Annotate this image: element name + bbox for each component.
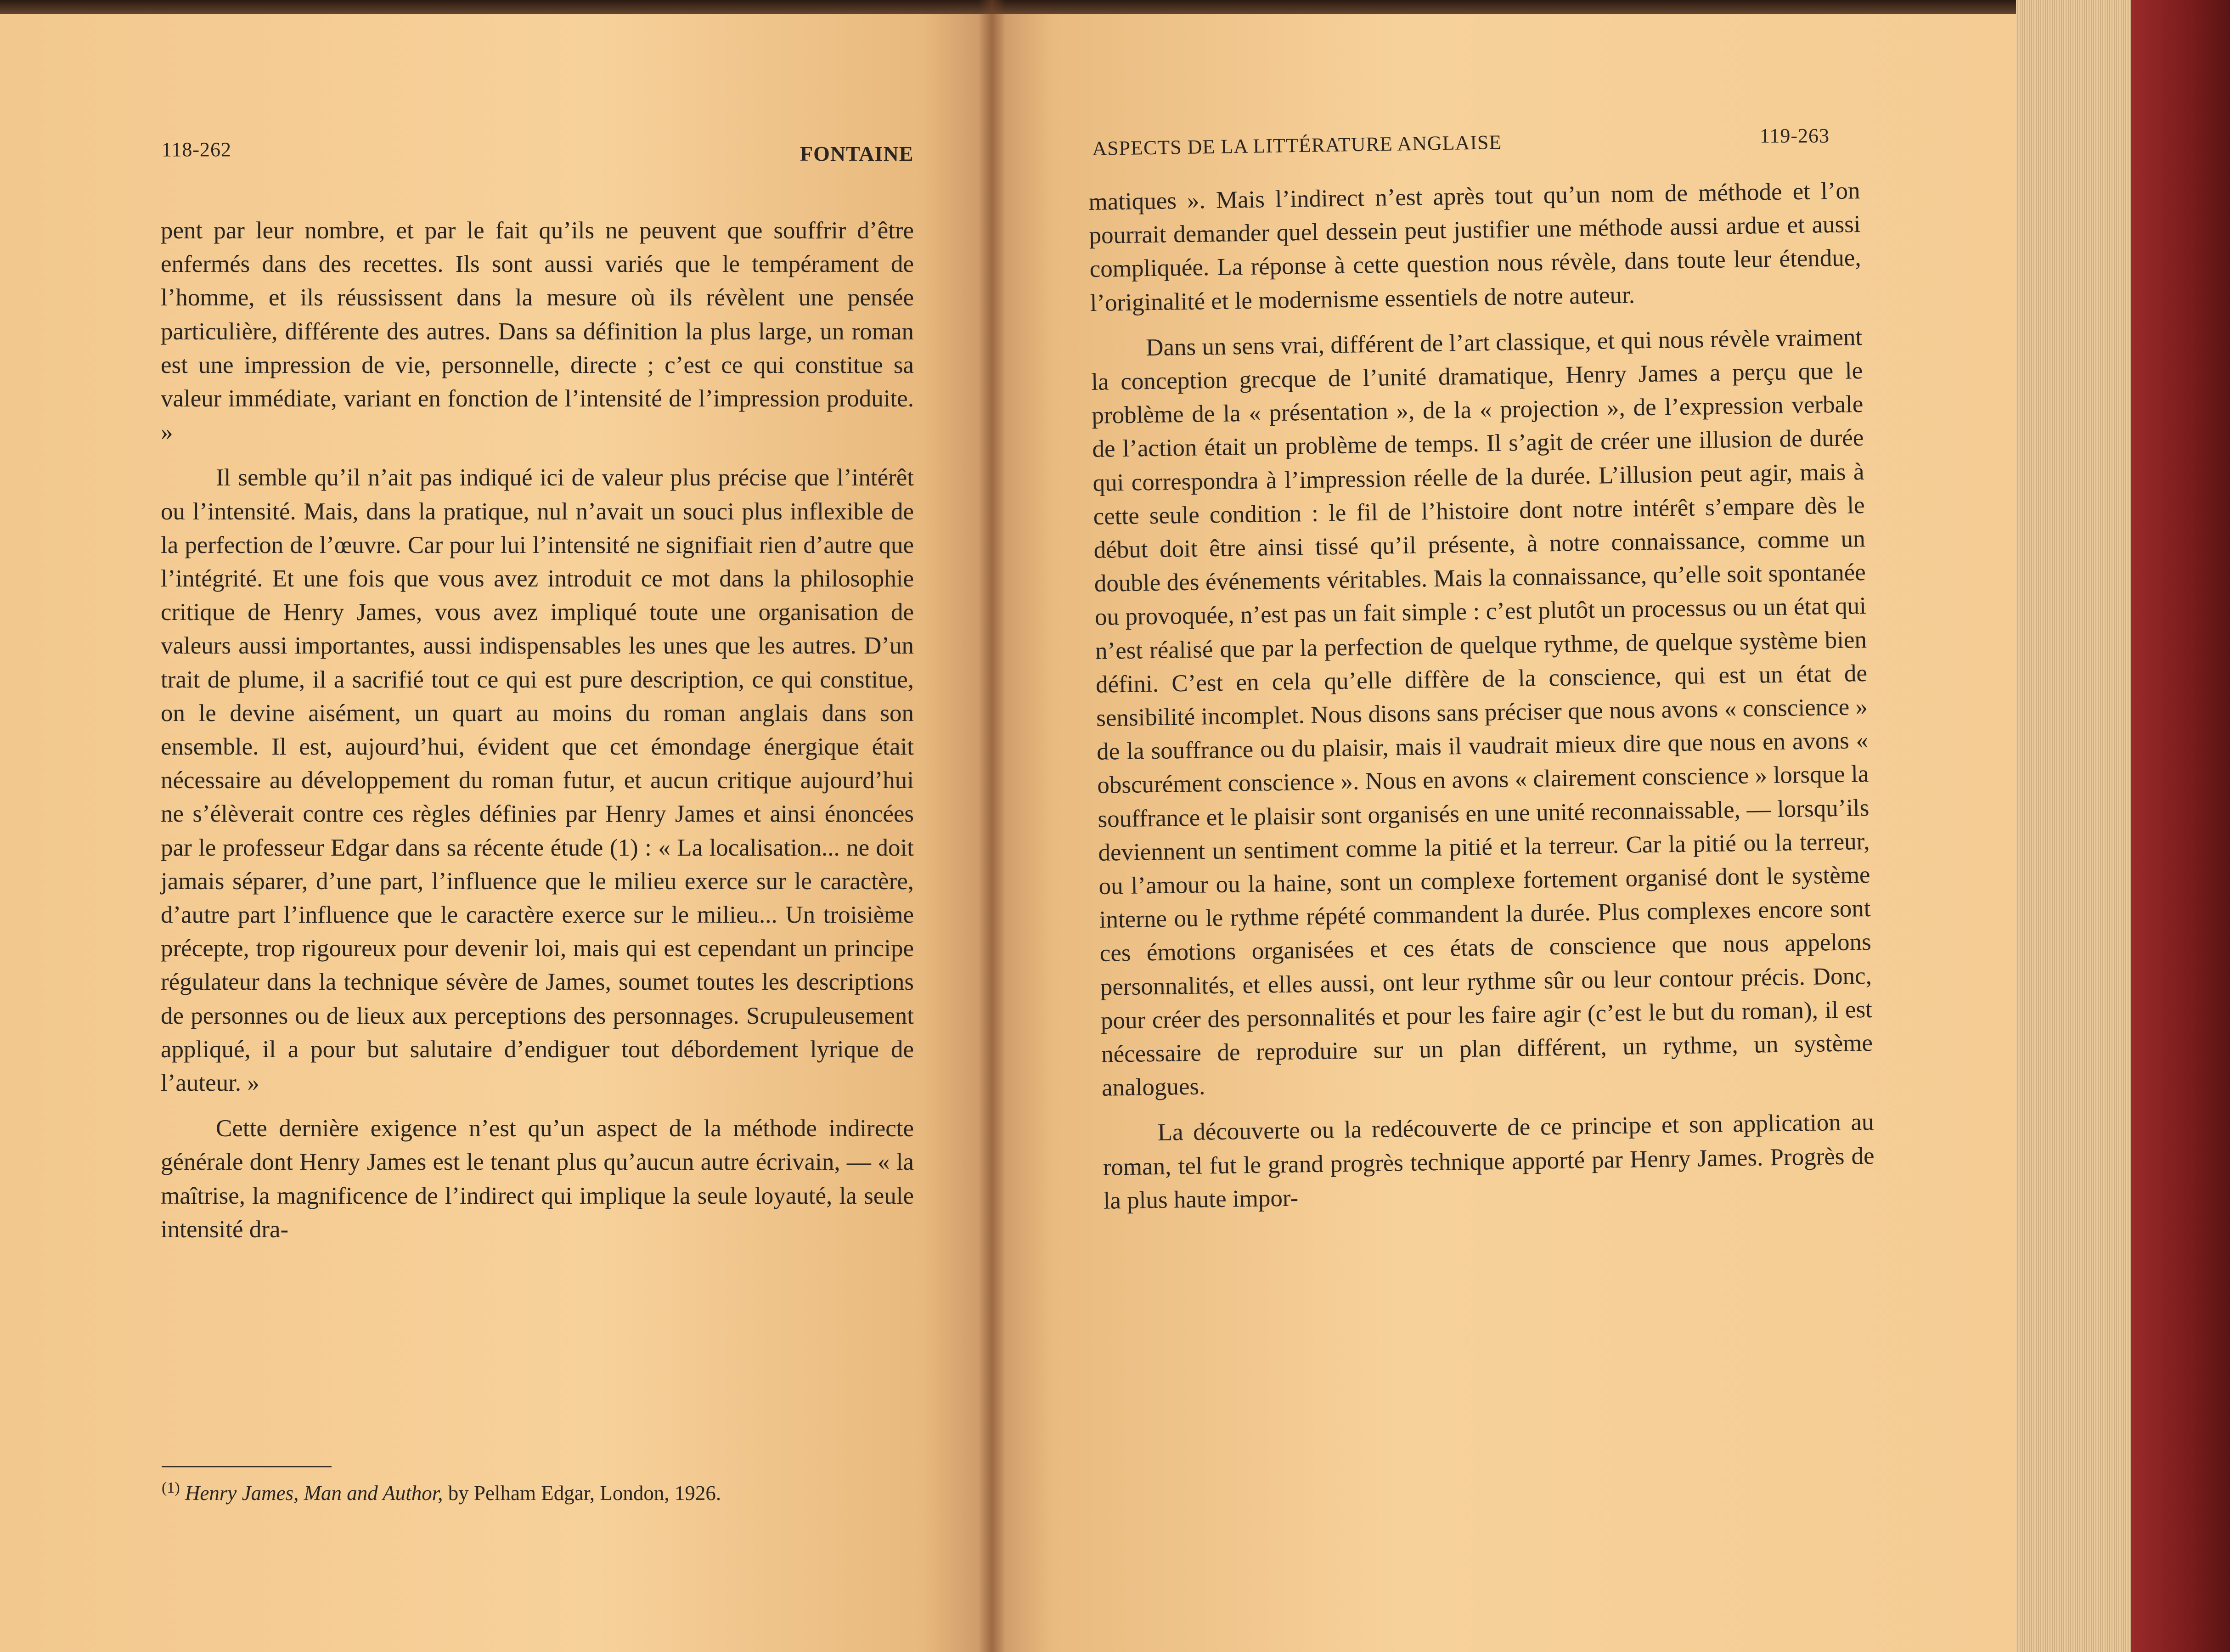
footnote: [162, 1474, 915, 1507]
left-running-title: FONTAINE: [800, 142, 914, 165]
paragraph: Cette dernière exigence n’est qu’un aspect de la méthode indirecte générale dont Henry James est le tenant plus qu’aucun autre écrivain, — « la maîtrise, la magnificence de l’indirect qui implique la seule loyauté, la seule intensité dra-: [161, 1115, 914, 1243]
right-page-number: 119-263: [1760, 124, 1830, 147]
footnote-text: by Pelham Edgar, London, 1926.: [443, 1482, 721, 1505]
paragraph: La découverte ou la redécouverte de ce principe et son application au roman, tel fut le grand progrès technique apporté par Henry James. Progrès de la plus haute impor-: [1103, 1109, 1875, 1214]
left-page: [0, 14, 992, 1652]
left-page-body: [161, 214, 914, 1246]
right-running-title: ASPECTS DE LA LITTÉRATURE ANGLAISE: [1092, 130, 1502, 160]
footnote-rule: [162, 1466, 332, 1467]
paragraph: Il semble qu’il n’ait pas indiqué ici de valeur plus précise que l’intérêt ou l’intensité. Mais, dans la pratique, nul n’avait un souci plus inflexible de la perfection de l’œuvre. Car pour lui l’intensité ne signifiait rien d’autre que l’intégrité. Et une fois que vous avez introduit ce mot dans la philosophie critique de Henry James, vous avez impliqué toute une organisation de valeurs aussi importantes, aussi indispensables les unes que les autres. D’un trait de plume, il a sacrifié tout ce qui est pure description, ce qui constitue, on le devine aisément, un quart au moins du roman anglais dans son ensemble. Il est, aujourd’hui, évident que cet émondage énergique était nécessaire au développement du roman futur, et aucun critique aujourd’hui ne s’élèverait contre ces règles définies par Henry James et ainsi énoncées par le professeur Edgar dans sa récente étude (1) : « La localisation... ne doit jamais séparer, d’une part, l’influence que le milieu exerce sur le caractère, d’autre part l’influence que le caractère exerce sur le milieu... Un troisième précepte, trop rigoureux pour devenir loi, mais qui est cependant un principe régulateur dans la technique sévère de James, soumet toutes les descriptions de personnes ou de lieux aux perceptions des personnages. Scrupuleusement appliqué, il a pour but salutaire d’endiguer tout débordement lyrique de l’auteur. »: [161, 464, 914, 1097]
right-page-body: [1088, 174, 1875, 1218]
footnote-mark: (1): [162, 1479, 180, 1496]
book-gutter: [978, 0, 1006, 1652]
paragraph: Dans un sens vrai, différent de l’art classique, et qui nous révèle vraiment la conception grecque de l’unité dramatique, Henry James a perçu que le problème de la « présentation », de la « projection », de l’expression verbale de l’action était un problème de temps. Il s’agit de créer une illusion de durée qui correspondra à l’impression réelle de la durée. L’illusion peut agir, mais à cette seule condition : le fil de l’histoire dont notre intérêt s’empare dès le début doit être ainsi tissé qu’il présente, à notre connaissance, comme un double des événements véritables. Mais la connaissance, qu’elle soit spontanée ou provoquée, n’est pas un fait simple : c’est plutôt un processus ou un état qui n’est réalisé que par la perfection de quelque rythme, de quelque système bien défini. C’est en cela qu’elle diffère de la conscience, qui est un état de sensibilité incomplet. Nous disons sans préciser que nous avons « conscience » de la souffrance ou du plaisir, mais il vaudrait mieux dire que nous en avons « obscurément conscience ». Nous en avons « clairement conscience » lorsque la souffrance et le plaisir sont organisés en une unité reconnaissable, — lorsqu’ils deviennent un sentiment comme la pitié et la terreur. Car la pitié ou la terreur, ou l’amour ou la haine, sont un complexe fortement organisé dont le système interne ou le rythme répété commandent la durée. Plus complexes encore sont ces émotions organisées et ces états de conscience que nous appelons personnalités, et elles aussi, ont leur rythme sûr ou leur contour précis. Donc, pour créer des personnalités et pour les faire agir (c’est le but du roman), il est nécessaire de reproduire sur un plan différent, un rythme, un système analogues.: [1091, 323, 1873, 1102]
paragraph: matiques ». Mais l’indirect n’est après tout qu’un nom de méthode et l’on pourrait demander quel dessein peut justifier une méthode aussi ardue et aussi compliquée. La réponse à cette question nous révèle, dans toute leur étendue, l’originalité et le modernisme essentiels de notre auteur.: [1088, 177, 1861, 316]
footnote-title: Henry James, Man and Author,: [185, 1482, 443, 1505]
paragraph: pent par leur nombre, et par le fait qu’ils ne peuvent que souffrir d’être enfermés dans des recettes. Ils sont aussi variés que le tempérament de l’homme, et ils réussissent dans la mesure où ils révèlent une pensée particulière, différente des autres. Dans sa définition la plus large, un roman est une impression de vie, personnelle, directe ; c’est ce qui constitue sa valeur immédiate, variant en fonction de l’intensité de l’impression produite. »: [161, 217, 914, 446]
top-shadow: [0, 0, 2016, 16]
book-cover-edge: [2131, 0, 2230, 1652]
left-page-number: 118-262: [162, 138, 232, 161]
